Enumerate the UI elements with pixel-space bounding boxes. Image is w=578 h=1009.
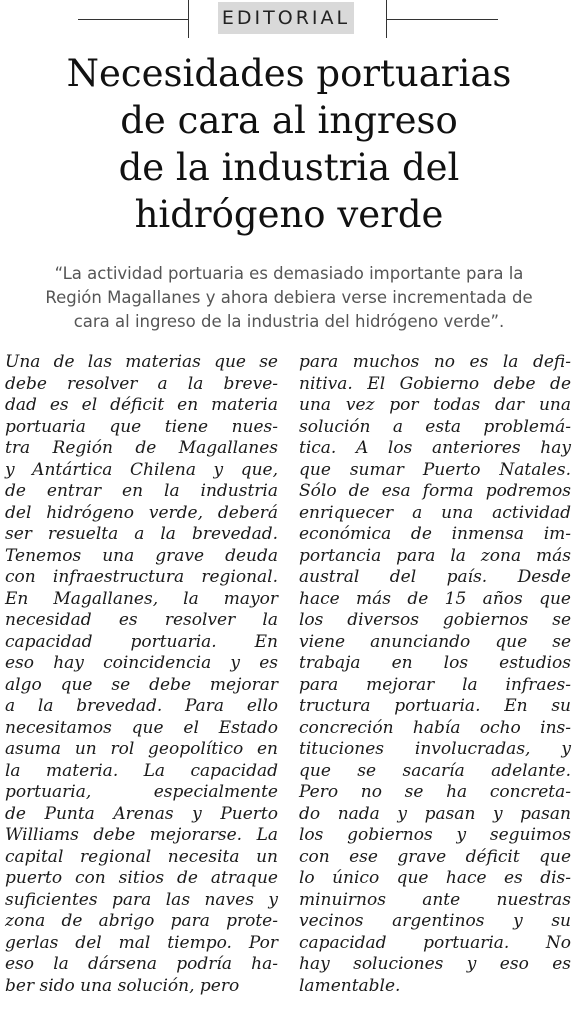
body-line: la materia. La capacidad: [5, 760, 278, 781]
body-line: suficientes para las naves y: [5, 889, 278, 910]
headline: [0, 50, 578, 238]
pull-quote: [0, 262, 578, 334]
body-line: concreción había ocho ins-: [299, 717, 571, 738]
body-line: necesitamos que el Estado: [5, 717, 278, 738]
body-line: necesidad es resolver la: [5, 610, 278, 630]
body-line: lamentable.: [299, 975, 401, 996]
body-line: puerto con sitios de atraque: [5, 868, 278, 888]
body-line: ser resuelta a la brevedad.: [5, 524, 278, 544]
body-line: enriquecer a una actividad: [299, 502, 571, 523]
body-line: algo que se debe mejorar: [5, 674, 278, 695]
body-line: con infraestructura regional.: [5, 567, 278, 587]
body-line: Pero no se ha concreta-: [299, 782, 571, 802]
body-line: eso la dársena podría ha-: [5, 954, 278, 974]
body-line: de entrar en la industria: [5, 481, 278, 501]
body-line: nitiva. El Gobierno debe de: [299, 373, 571, 394]
body-line: do nada y pasan y pasan: [299, 803, 571, 824]
body-line: que se sacaría adelante.: [299, 760, 571, 781]
body-line: con ese grave déficit que: [299, 846, 571, 867]
body-line: eso hay coincidencia y es: [5, 653, 278, 673]
body-line: Sólo de esa forma podremos: [299, 481, 571, 501]
body-line: trabaja en los estudios: [299, 653, 571, 673]
body-line: de Punta Arenas y Puerto: [5, 803, 278, 824]
body-line: portuaria, especialmente: [5, 782, 278, 802]
header-divider-left: [188, 0, 189, 38]
body-line: minuirnos ante nuestras: [299, 889, 571, 910]
pull-quote-line: Región Magallanes y ahora debiera verse incrementada de: [45, 288, 533, 307]
body-line: a la brevedad. Para ello: [5, 696, 278, 716]
pull-quote-line: “La actividad portuaria es demasiado importante para la: [54, 264, 524, 283]
body-line: ber sido una solución, pero: [5, 975, 240, 996]
body-line: zona de abrigo para prote-: [5, 911, 278, 931]
body-line: portancia para la zona más: [299, 545, 571, 566]
headline-line: de la industria del: [118, 146, 460, 189]
body-line: capacidad portuaria. En: [5, 631, 278, 652]
body-line: lo único que hace es dis-: [299, 868, 571, 888]
body-column-left: [5, 352, 278, 997]
body-line: hace más de 15 años que: [299, 588, 571, 609]
body-line: viene anunciando que se: [299, 631, 571, 652]
body-line: y Antártica Chilena y que,: [5, 459, 278, 480]
body-line: capacidad portuaria. No: [299, 932, 571, 953]
body-line: los diversos gobiernos se: [299, 610, 571, 630]
body-line: Williams debe mejorarse. La: [5, 825, 278, 845]
headline-line: hidrógeno verde: [134, 193, 444, 236]
body-line: vecinos argentinos y su: [299, 911, 571, 931]
body-line: tra Región de Magallanes: [5, 438, 278, 458]
body-line: para muchos no es la defi-: [299, 352, 571, 372]
body-line: Tenemos una grave deuda: [5, 545, 278, 566]
headline-line: de cara al ingreso: [120, 99, 458, 142]
body-line: En Magallanes, la mayor: [5, 588, 278, 609]
section-header: [0, 0, 578, 38]
headline-line: Necesidades portuarias: [66, 52, 512, 95]
header-rule-left: [78, 19, 188, 20]
body-line: que sumar Puerto Natales.: [299, 459, 571, 480]
body-line: asuma un rol geopolítico en: [5, 739, 278, 759]
body-line: austral del país. Desde: [299, 567, 571, 587]
body-line: del hidrógeno verde, deberá: [5, 502, 278, 523]
body-line: hay soluciones y eso es: [299, 954, 571, 974]
body-line: tructura portuaria. En su: [299, 696, 571, 716]
body-line: para mejorar la infraes-: [299, 674, 571, 695]
body-line: Una de las materias que se: [5, 352, 278, 372]
body-line: solución a esta problemá-: [299, 416, 571, 437]
body-line: gerlas del mal tiempo. Por: [5, 932, 278, 953]
body-line: debe resolver a la breve-: [5, 373, 278, 394]
body-line: portuaria que tiene nues-: [5, 416, 278, 437]
body-line: tica. A los anteriores hay: [299, 438, 571, 458]
body-line: tituciones involucradas, y: [299, 739, 571, 759]
body-line: una vez por todas dar una: [299, 395, 571, 415]
body-line: económica de inmensa im-: [299, 524, 571, 544]
body-line: capital regional necesita un: [5, 846, 278, 867]
header-rule-right: [386, 19, 498, 20]
body-line: los gobiernos y seguimos: [299, 825, 571, 845]
section-label: EDITORIAL: [218, 2, 354, 34]
body-column-right: [299, 352, 571, 997]
body-line: dad es el déficit en materia: [5, 395, 278, 415]
pull-quote-line: cara al ingreso de la industria del hidrógeno verde”.: [73, 312, 505, 331]
